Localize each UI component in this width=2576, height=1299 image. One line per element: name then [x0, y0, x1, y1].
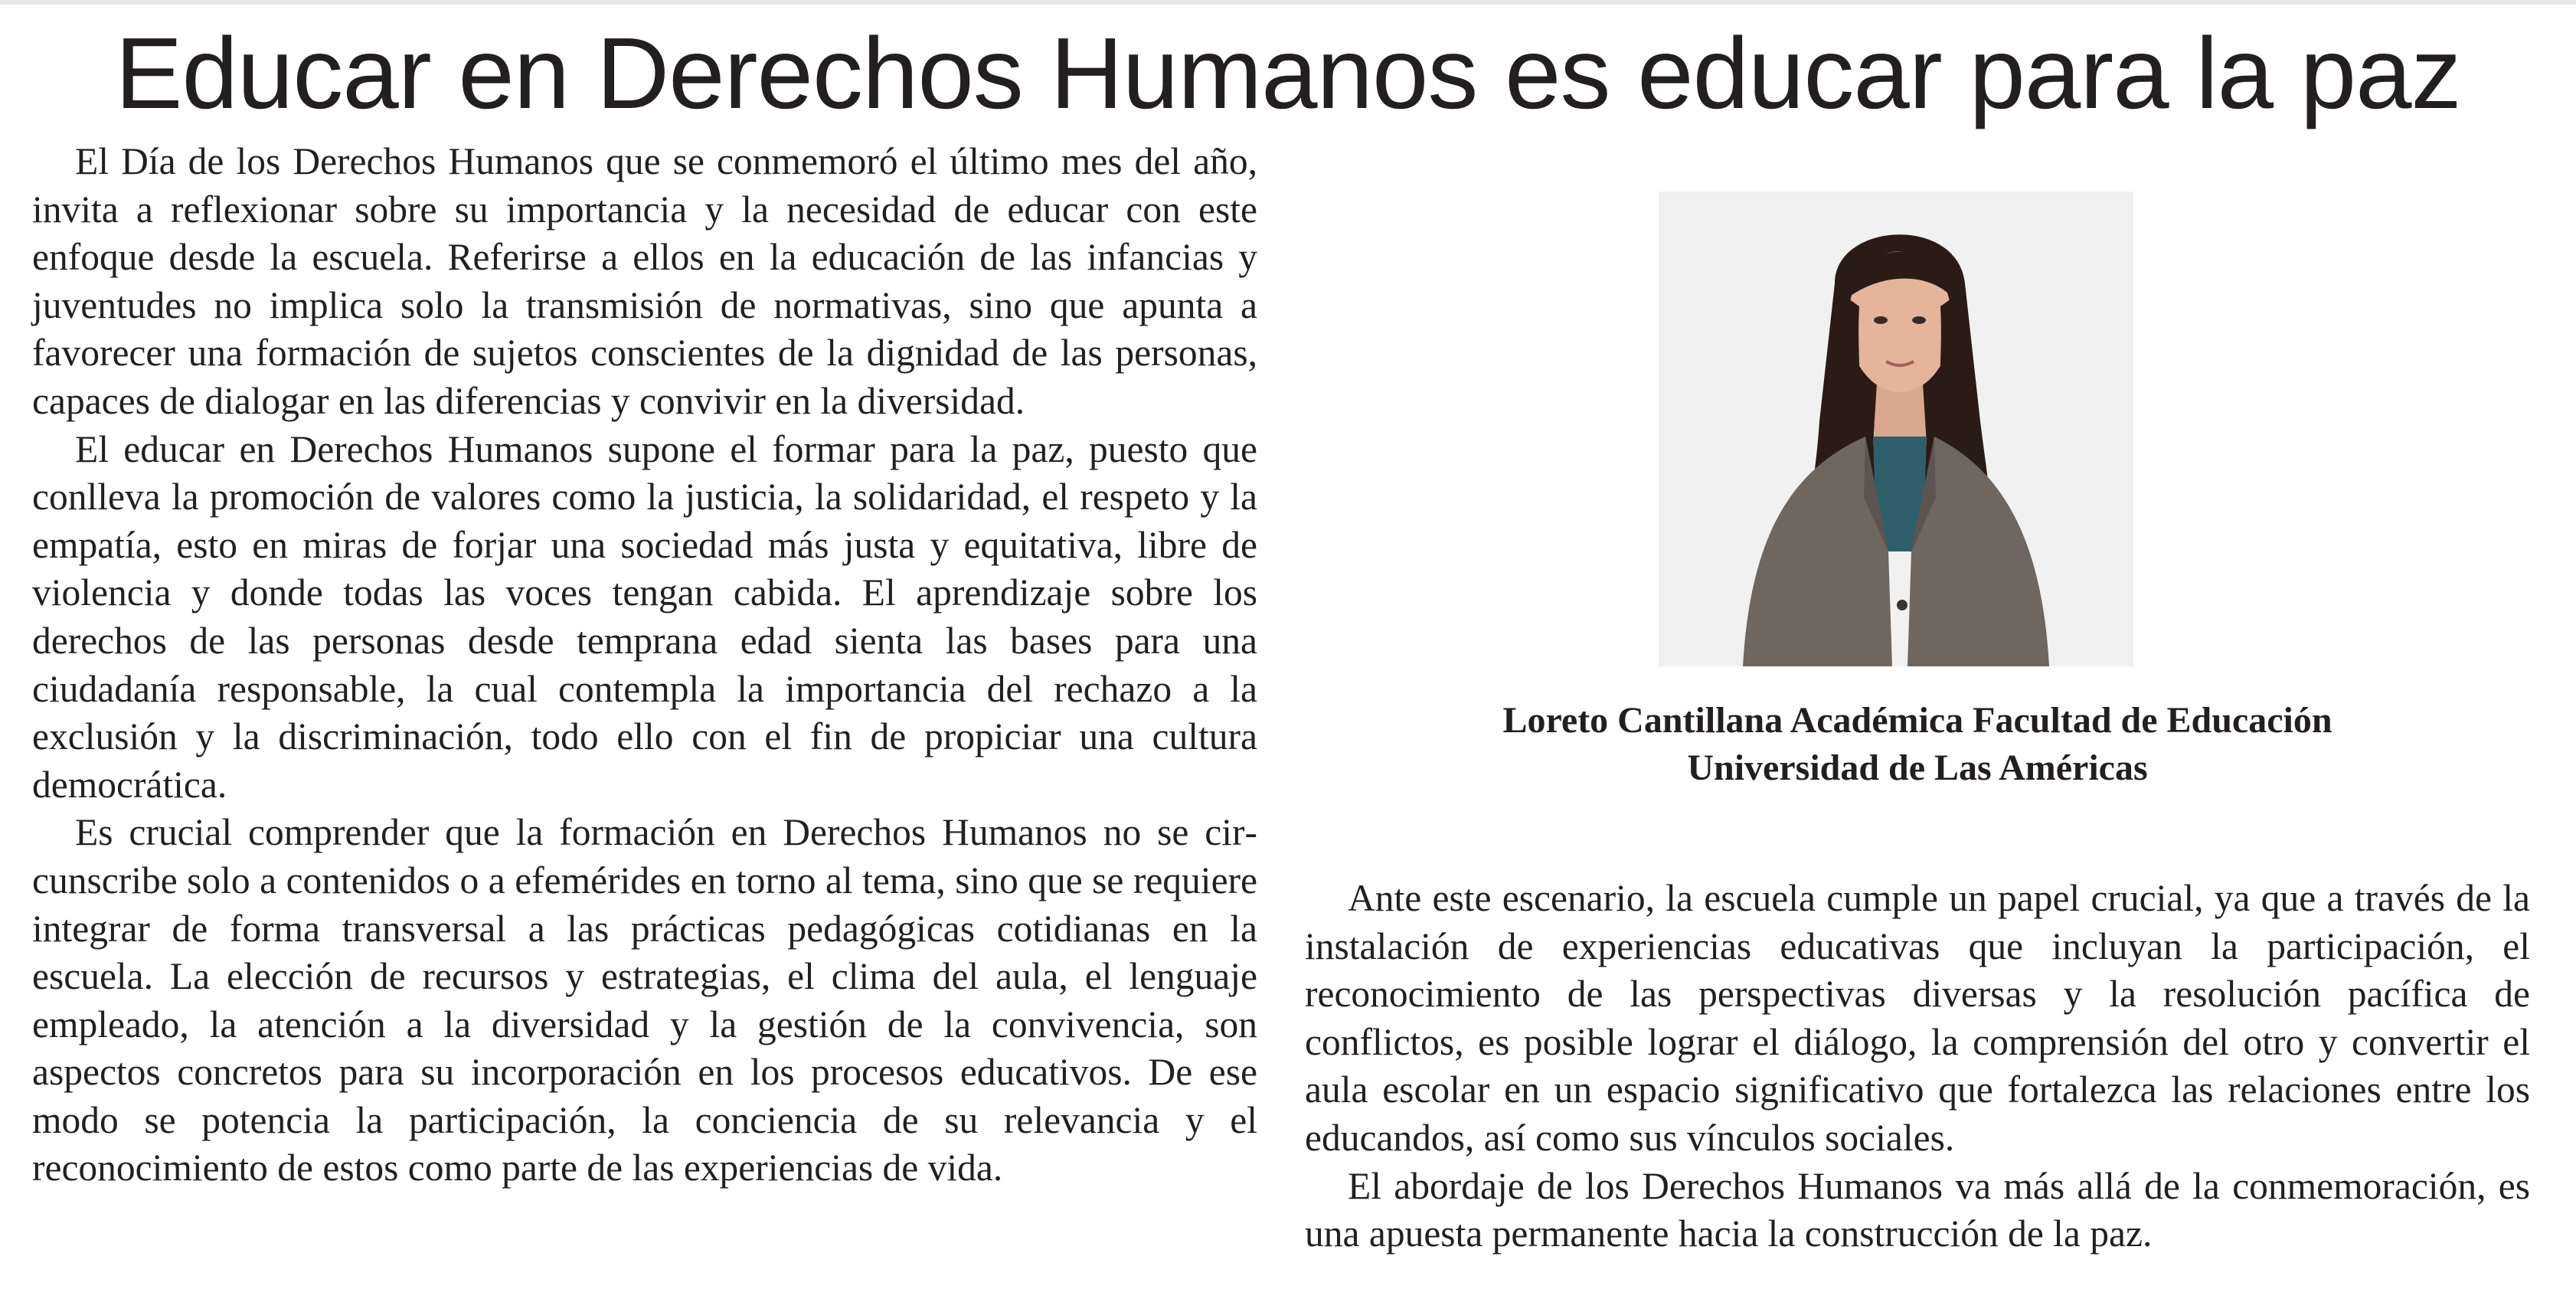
paragraph-3: Es crucial comprender que la formación en Derechos Humanos no se circunscribe solo a contenidos o a efemérides en torno al tema, sino que se requiere integrar de forma transversal a las prácticas pedagógicas cotidianas en la escuela. La elección de recursos y estrategias, el clima del aula, el lenguaje empleado, la atención a la diversidad y la gestión de la convivencia, son aspectos concretos para su incorporación en los procesos educativos. De ese modo se potencia la participación, la conciencia de su relevancia y el reconocimiento de estos como parte de las experiencias de vida.: [32, 811, 1257, 1189]
paragraph-2: El educar en Derechos Humanos supone el formar para la paz, puesto que conlleva la promoción de valores como la justicia, la solidaridad, el respeto y la empatía, esto en miras de forjar una sociedad más justa y equitativa, libre de violencia y donde todas las voces tengan cabida. El aprendizaje sobre los derechos de las personas desde temprana edad sienta las bases para una ciudadanía responsable, la cual contempla la importancia del rechazo a la exclusión y la discriminación, todo ello con el fin de propiciar una cultura democrática.: [32, 427, 1257, 806]
author-photo: [1659, 191, 2133, 666]
author-portrait-image: [1659, 191, 2133, 666]
paragraph-4: Ante este escenario, la escuela cumple un papel crucial, ya que a través de la instalación de experiencias educativas que incluyan la participación, el reconocimiento de las perspectivas diversas y la resolución pacífica de conflictos, es posible lograr el diálogo, la comprensión del otro y convertir el aula escolar en un espacio significativo que fortalezca las relaciones entre los educandos, así como sus vínculos sociales.: [1305, 877, 2530, 1159]
left-column: [32, 138, 1257, 1193]
article-headline: Educar en Derechos Humanos es educar para la paz: [115, 17, 2461, 129]
author-caption-line-2: Universidad de Las Américas: [1687, 748, 2148, 788]
paragraph-1: El Día de los Derechos Humanos que se conmemoró el último mes del año, invita a reflexionar sobre su importancia y la necesidad de educar con este enfoque desde la escuela. Referirse a ellos en la educación de las infancias y juventudes no implica solo la transmisión de normativas, sino que apunta a favorecer una formación de sujetos conscientes de la dignidad de las personas, capaces de dialogar en las diferencias y convivir en la diversidad.: [32, 140, 1257, 422]
paragraph-5: El abordaje de los Derechos Humanos va más allá de la conmemoración, es una apuesta permanente hacia la construcción de la paz.: [1305, 1164, 2530, 1255]
top-rule: [0, 0, 2576, 5]
right-column: [1305, 875, 2530, 1258]
author-caption-line-1: Loreto Cantillana Académica Facultad de Educación: [1502, 700, 2332, 741]
author-caption: [1305, 697, 2530, 792]
